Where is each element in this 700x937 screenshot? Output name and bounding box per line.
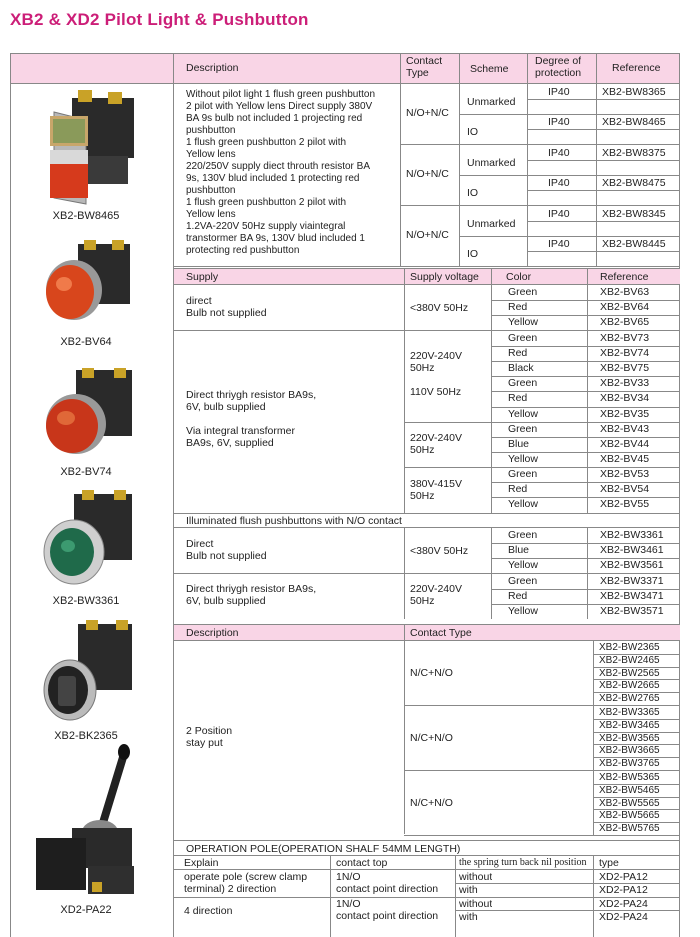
scheme-cell: IO <box>467 126 479 138</box>
resistor-supply: Direct thriygh resistor BA9s, 6V, bulb supplied Via integral transformer BA9s, 6V, supplied <box>186 389 317 449</box>
color-cell: Yellow <box>508 498 538 511</box>
reference-cell: XB2-BW2665 <box>599 680 660 692</box>
reference-cell: XB2-BV74 <box>600 347 650 360</box>
col-divider <box>593 706 594 770</box>
color-cell: Green <box>508 332 538 344</box>
reference-cell: XB2-BW3471 <box>600 590 664 603</box>
protection-cell: IP40 <box>548 208 570 220</box>
reference-cell: XB2-BV34 <box>600 392 650 405</box>
product-label: XB2-BV64 <box>60 336 112 348</box>
reference-cell: XB2-BV33 <box>600 377 650 390</box>
flush-resistor-supply: Direct thriygh resistor BA9s, 6V, bulb supplied <box>186 583 317 607</box>
product-label: XD2-PA22 <box>60 904 112 916</box>
reference-cell: XB2-BV45 <box>600 452 650 465</box>
section3-title: Illuminated flush pushbuttons with N/O contact <box>186 515 402 527</box>
pole-header-explain: Explain <box>184 857 219 869</box>
row-divider <box>400 144 680 145</box>
flush-direct-supply: Direct Bulb not supplied <box>186 538 267 562</box>
reference-cell: XB2-BW3561 <box>600 559 664 572</box>
reference-cell: XB2-BW2565 <box>599 667 660 679</box>
pole-type: XD2-PA24 <box>599 898 648 910</box>
color-cell: Green <box>508 575 538 587</box>
color-cell: Green <box>508 377 538 390</box>
selector-header-description: Description <box>186 627 239 639</box>
product-label: XB2-BW3361 <box>52 595 120 607</box>
reference-cell: XB2-BW5765 <box>599 823 660 835</box>
pole-spring: without <box>459 898 493 910</box>
reference-cell: XB2-BV55 <box>600 498 650 511</box>
reference-cell: XB2-BW8475 <box>602 177 666 189</box>
protection-cell: IP40 <box>548 238 570 250</box>
reference-cell: XB2-BV64 <box>600 301 650 314</box>
color-cell: Blue <box>508 544 530 557</box>
reference-cell: XB2-BW3365 <box>599 707 660 718</box>
reference-cell: XB2-BW2365 <box>599 642 660 653</box>
reference-cell: XB2-BW2465 <box>599 654 660 666</box>
pole-type: XD2-PA24 <box>599 911 648 923</box>
color-cell: Green <box>508 286 538 298</box>
reference-header: Reference <box>600 271 649 283</box>
voltage-header: Supply voltage <box>410 271 479 283</box>
selector-description: 2 Position stay put <box>186 725 233 749</box>
product-label: XB2-BW8465 <box>52 210 120 222</box>
reference-cell: XB2-BW8445 <box>602 238 666 250</box>
reference-cell: XB2-BW8365 <box>602 86 666 98</box>
pilot-light-red-icon <box>28 368 144 462</box>
row-divider <box>455 883 680 884</box>
color-cell: Yellow <box>508 605 538 618</box>
reference-cell: XB2-BV75 <box>600 362 650 375</box>
contact-type-cell: N/O+N/C <box>406 107 449 119</box>
reference-cell: XB2-BW5365 <box>599 772 660 783</box>
col-divider <box>593 641 594 705</box>
reference-cell: XB2-BW3461 <box>600 544 664 557</box>
row-divider <box>527 99 680 100</box>
resistor-voltage-3: 380V-415V 50Hz <box>410 478 462 502</box>
selector-header-contact: Contact Type <box>410 627 472 639</box>
flush-direct-voltage: <380V 50Hz <box>410 545 469 557</box>
color-cell: Yellow <box>508 407 538 420</box>
resistor-voltage-2: 220V-240V 50Hz <box>410 432 462 456</box>
supply-header: Supply <box>186 271 219 283</box>
color-cell: Black <box>508 362 534 375</box>
row-divider <box>400 205 680 206</box>
product-xb2-bw8465 <box>28 90 144 230</box>
scheme-cell: Unmarked <box>467 218 516 230</box>
reference-cell: XB2-BV43 <box>600 422 650 435</box>
pole-contact: 1N/O contact point direction <box>336 898 439 922</box>
reference-cell: XB2-BW5665 <box>599 810 660 822</box>
selector-switch-icon <box>28 620 144 724</box>
product-xb2-bv64 <box>28 240 144 350</box>
pole-spring: without <box>459 871 493 883</box>
pole-header-type: type <box>599 857 619 869</box>
row-divider <box>459 114 680 115</box>
reference-cell: XB2-BW5465 <box>599 784 660 796</box>
page-title: XB2 & XD2 Pilot Light & Pushbutton <box>10 10 309 29</box>
section5-title: OPERATION POLE(OPERATION SHALF 54MM LENGTH) <box>186 843 461 855</box>
color-cell: Blue <box>508 437 530 450</box>
pole-type: XD2-PA12 <box>599 884 648 896</box>
protection-cell: IP40 <box>548 116 570 128</box>
pole-explain: operate pole (screw clamp terminal) 2 direction <box>184 871 308 895</box>
reference-cell: XB2-BV63 <box>600 286 650 298</box>
joystick-icon <box>28 742 144 902</box>
product-xd2-pa22 <box>28 742 144 922</box>
reference-cell: XB2-BV35 <box>600 407 650 420</box>
header-reference: Reference <box>612 62 661 74</box>
reference-cell: XB2-BV53 <box>600 467 650 480</box>
row-divider <box>174 266 680 267</box>
pilot-light-red-icon <box>28 240 144 332</box>
color-cell: Yellow <box>508 559 538 572</box>
product-label: XB2-BK2365 <box>54 730 118 742</box>
pole-header-contact: contact top <box>336 857 388 869</box>
color-cell: Red <box>508 347 528 360</box>
pole-type: XD2-PA12 <box>599 871 648 883</box>
direct-supply: direct Bulb not supplied <box>186 295 267 319</box>
pole-header-spring: the spring turn back nil position <box>459 857 587 868</box>
contact-type-cell: N/C+N/O <box>410 797 453 809</box>
row-divider <box>527 190 680 191</box>
row-divider <box>527 221 680 222</box>
contact-type-cell: N/C+N/O <box>410 667 453 679</box>
reference-cell: XB2-BW3765 <box>599 758 660 770</box>
row-divider <box>527 160 680 161</box>
pole-contact: 1N/O contact point direction <box>336 871 439 895</box>
resistor-voltage-1: 220V-240V 50Hz 110V 50Hz <box>410 350 462 398</box>
reference-cell: XB2-BW3665 <box>599 745 660 757</box>
reference-cell: XB2-BW3565 <box>599 732 660 744</box>
pole-spring: with <box>459 911 478 923</box>
reference-cell: XB2-BV44 <box>600 437 650 450</box>
scheme-cell: IO <box>467 248 479 260</box>
row-divider <box>527 251 680 252</box>
scheme-cell: Unmarked <box>467 96 516 108</box>
direct-voltage: <380V 50Hz <box>410 302 469 314</box>
color-cell: Yellow <box>508 316 538 329</box>
color-cell: Red <box>508 483 528 495</box>
row-divider <box>459 175 680 176</box>
reference-cell: XB2-BW3571 <box>600 605 664 618</box>
row-divider <box>527 129 680 130</box>
color-cell: Red <box>508 392 528 405</box>
col-divider <box>593 771 594 835</box>
color-header: Color <box>506 271 532 283</box>
header-contact-type: Contact Type <box>406 55 443 79</box>
color-cell: Red <box>508 301 528 314</box>
product-xb2-bk2365 <box>28 620 144 746</box>
protection-cell: IP40 <box>548 147 570 159</box>
reference-cell: XB2-BW8465 <box>602 116 666 128</box>
section1-description: Without pilot light 1 flush green pushbutton 2 pilot with Yellow lens Direct supply 380V BA 9s bulb not included 1 projecting red pushbutton 1 flush green pushbutton 2 pilot with Yellow lens 220/250V supply diect throuth resistor BA 9s, 130V blud included 1 protecting red pushbutton 1 flush green pushbutton 2 pilot with Yellow lens 1.2VA-220V 50Hz supply viaintegral transtormer BA 9s, 130V blud included 1 protecting red pushbutton <box>186 89 376 256</box>
reference-cell: XB2-BV65 <box>600 316 650 329</box>
contact-type-cell: N/O+N/C <box>406 168 449 180</box>
contact-type-cell: N/O+N/C <box>406 229 449 241</box>
header-description: Description <box>186 62 239 74</box>
flush-resistor-voltage: 220V-240V 50Hz <box>410 583 462 607</box>
reference-cell: XB2-BW3371 <box>600 575 664 587</box>
pole-spring: with <box>459 884 478 896</box>
scheme-cell: IO <box>467 187 479 199</box>
contact-type-cell: N/C+N/O <box>410 732 453 744</box>
reference-cell: XB2-BW8375 <box>602 147 666 159</box>
reference-cell: XB2-BW5565 <box>599 797 660 809</box>
scheme-cell: Unmarked <box>467 157 516 169</box>
product-label: XB2-BV74 <box>60 466 112 478</box>
color-cell: Yellow <box>508 452 538 465</box>
product-xb2-bw3361 <box>28 490 144 610</box>
reference-cell: XB2-BV73 <box>600 332 650 344</box>
color-cell: Green <box>508 467 538 480</box>
reference-cell: XB2-BW8345 <box>602 208 666 220</box>
reference-cell: XB2-BW3465 <box>599 719 660 731</box>
product-xb2-bv74 <box>28 368 144 480</box>
flush-pushbutton-green-icon <box>28 490 144 590</box>
protection-cell: IP40 <box>548 177 570 189</box>
pushbutton-green-red-icon <box>28 90 144 208</box>
pole-explain: 4 direction <box>184 905 233 917</box>
reference-cell: XB2-BW2765 <box>599 693 660 705</box>
row-divider <box>459 236 680 237</box>
protection-cell: IP40 <box>548 86 570 98</box>
color-cell: Green <box>508 422 538 435</box>
row-divider <box>455 910 680 911</box>
reference-cell: XB2-BW3361 <box>600 529 664 541</box>
color-cell: Red <box>508 590 528 603</box>
reference-cell: XB2-BV54 <box>600 483 650 495</box>
header-protection: Degree of protection <box>535 55 582 79</box>
header-scheme: Scheme <box>470 63 509 75</box>
color-cell: Green <box>508 529 538 541</box>
